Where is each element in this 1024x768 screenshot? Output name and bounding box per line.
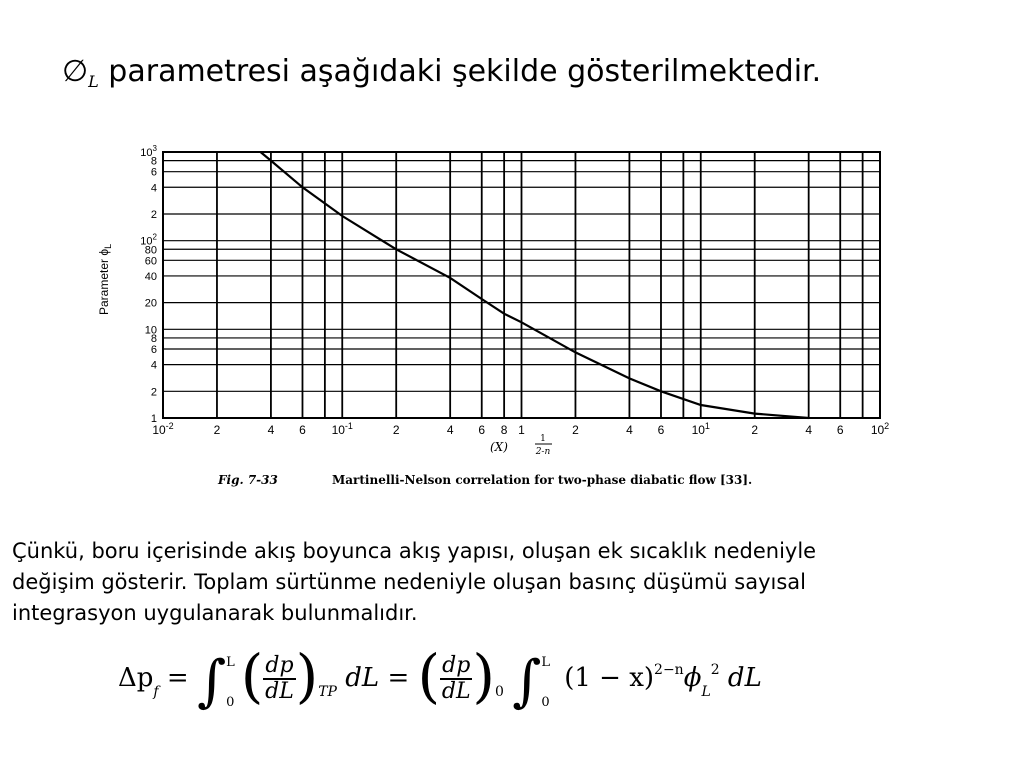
phi-subscript: L <box>88 72 99 91</box>
x-exp-numerator: 1 <box>540 434 546 444</box>
y-tick-label: 6 <box>150 344 157 357</box>
x-tick-label: 6 <box>836 423 844 437</box>
dp-dl-fraction-2: $\frac{dp}{dL}$ <box>441 653 471 704</box>
x-tick-label: 4 <box>626 423 633 437</box>
x-tick-label: $10^{-1}$ <box>331 421 353 437</box>
x-tick-label: 2 <box>213 423 221 437</box>
paragraph-line: değişim gösterir. Toplam sürtünme nedeniyle oluşan basınç düşümü sayısal <box>12 570 807 594</box>
x-tick-label: 8 <box>500 423 508 437</box>
figure-caption-label: Fig. 7-33 <box>218 473 278 487</box>
formula-lhs-sub: f <box>153 684 159 700</box>
x-tick-label: 4 <box>805 423 813 437</box>
one-minus-x-factor: (1 − x) <box>564 663 655 693</box>
x-tick-label: 2 <box>751 423 759 437</box>
phi-sub-formula: L <box>701 684 711 700</box>
tp-subscript: TP <box>318 684 337 700</box>
y-tick-label: 1 <box>150 413 157 425</box>
x-tick-label: 2 <box>392 423 400 437</box>
x-tick-label: 6 <box>478 423 486 437</box>
y-tick-label: 4 <box>150 182 157 195</box>
x-tick-label: $10^2$ <box>870 421 890 437</box>
factor-exponent: 2−n <box>654 662 684 678</box>
figure-caption-text: Martinelli-Nelson correlation for two-phase diabatic flow [33]. <box>332 473 753 487</box>
x-tick-label: 4 <box>267 423 275 437</box>
y-tick-label: 8 <box>150 155 157 168</box>
explanation-paragraph <box>12 536 1017 629</box>
x-tick-label: 1 <box>518 423 525 437</box>
y-tick-label: $10^3$ <box>140 144 157 159</box>
formula-lhs: Δp <box>118 663 154 693</box>
x-tick-label: 6 <box>299 423 306 437</box>
x-exp-denominator: 2-n <box>535 447 551 457</box>
dp-dl-fraction-1: $\frac{dp}{dL}$ <box>265 653 294 704</box>
x-tick-label: $10^{-2}$ <box>152 421 174 437</box>
integral-limits-2: L 0 <box>541 655 550 710</box>
paragraph-line: Çünkü, boru içerisinde akış boyunca akış yapısı, oluşan ek sıcaklık nedeniyle <box>12 539 817 563</box>
x-tick-label: 6 <box>657 423 665 437</box>
y-tick-label: 6 <box>150 166 157 179</box>
y-tick-label: 40 <box>144 270 157 283</box>
x-tick-label: 2 <box>572 423 579 437</box>
chart-grid <box>163 152 880 418</box>
y-tick-label: 10 <box>144 324 157 337</box>
x-tick-label: 4 <box>446 423 454 437</box>
x-tick-label: $10^1$ <box>691 421 710 437</box>
x-axis-label: (X) <box>490 440 508 454</box>
integral-limits-1: L 0 <box>226 655 235 710</box>
pressure-drop-formula: $\Delta p_f$ = ∫ L 0 ( $\frac{dp}{dL}$ )$_{TP}$ dL = ( $\frac{dp}{dL}$ )$_0$ ∫ L 0 $(1 - x)^{2-n}\phi_L^2$ dL <box>118 642 762 714</box>
y-tick-label: 20 <box>144 297 157 310</box>
zero-subscript: 0 <box>494 684 504 700</box>
integral-sign-1: ∫ <box>196 649 227 714</box>
y-tick-label: $10^2$ <box>140 232 157 248</box>
dl-term-2: dL <box>727 663 762 693</box>
y-tick-label: 2 <box>150 386 157 399</box>
y-axis-label: Parameter $\phi_L$ <box>97 243 113 315</box>
paragraph-line: integrasyon uygulanarak bulunmalıdır. <box>12 601 418 625</box>
formula-equals-2: = <box>387 663 410 693</box>
x-axis-label-exponent <box>535 434 552 457</box>
title-text: parametresi aşağıdaki şekilde gösterilmektedir. <box>98 54 822 89</box>
phi-symbol: ∅ <box>62 54 89 89</box>
phi-sup-formula: 2 <box>710 662 720 678</box>
y-tick-label: 2 <box>150 208 157 221</box>
dl-term-1: dL <box>345 663 380 693</box>
y-tick-label: 4 <box>150 359 157 372</box>
integral-sign-2: ∫ <box>512 649 542 714</box>
y-tick-label: 80 <box>144 244 157 257</box>
formula-equals: = <box>166 663 189 693</box>
phi-symbol-formula: ϕ <box>683 663 702 693</box>
chart-tick-labels <box>140 144 889 437</box>
y-tick-label: 8 <box>150 332 157 345</box>
y-tick-label: 60 <box>144 255 157 268</box>
